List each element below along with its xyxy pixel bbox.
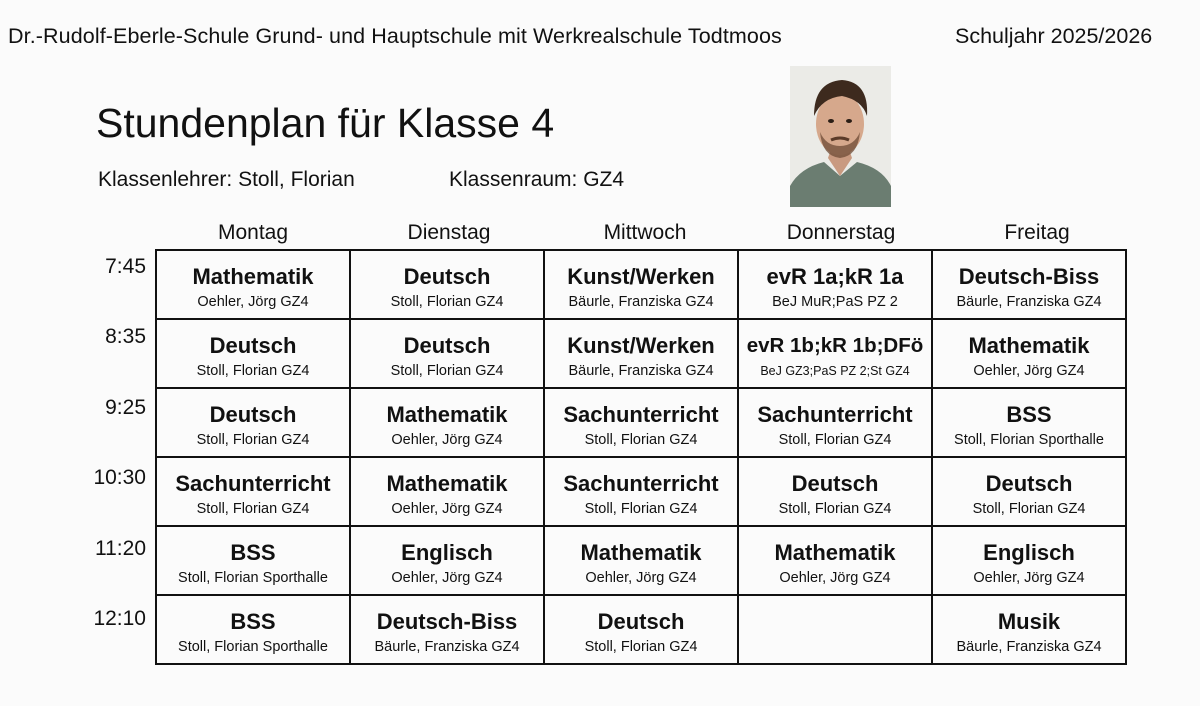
timetable-row xyxy=(156,319,1126,388)
timetable-row xyxy=(156,526,1126,595)
lesson-cell xyxy=(544,388,738,457)
lesson-teacher-room: Stoll, Florian GZ4 xyxy=(196,501,310,517)
lesson-teacher-room: Stoll, Florian GZ4 xyxy=(584,501,698,517)
lesson-teacher-room: Bäurle, Franziska GZ4 xyxy=(568,294,714,310)
timetable-grid xyxy=(155,249,1127,665)
day-header-montag: Montag xyxy=(217,221,289,244)
lesson-teacher-room: Stoll, Florian GZ4 xyxy=(778,432,892,448)
lesson-teacher-room: Bäurle, Franziska GZ4 xyxy=(956,639,1102,655)
lesson-cell xyxy=(350,250,544,319)
lesson-cell xyxy=(544,526,738,595)
lesson-cell xyxy=(350,595,544,664)
lesson-subject: Deutsch xyxy=(403,264,491,289)
lesson-cell xyxy=(156,595,350,664)
time-label-4: 10:30 xyxy=(93,466,146,489)
lesson-subject: Deutsch-Biss xyxy=(958,264,1100,289)
lesson-teacher-room: Oehler, Jörg GZ4 xyxy=(391,432,503,448)
lesson-cell xyxy=(156,319,350,388)
lesson-teacher-room: Oehler, Jörg GZ4 xyxy=(391,501,503,517)
lesson-subject: Kunst/Werken xyxy=(567,264,715,289)
lesson-cell xyxy=(156,526,350,595)
lesson-subject: Mathematik xyxy=(580,540,702,565)
lesson-subject: Deutsch xyxy=(209,333,297,358)
lesson-cell xyxy=(156,457,350,526)
lesson-subject: Deutsch xyxy=(209,402,297,427)
lesson-subject: Deutsch xyxy=(791,471,879,496)
day-header-donnerstag: Donnerstag xyxy=(786,221,896,244)
timetable-row xyxy=(156,388,1126,457)
lesson-subject: Deutsch xyxy=(597,609,685,634)
lesson-cell xyxy=(932,457,1126,526)
lesson-subject: Mathematik xyxy=(774,540,896,565)
teacher-photo xyxy=(790,66,891,207)
lesson-subject: BSS xyxy=(1006,402,1052,427)
lesson-subject: Sachunterricht xyxy=(563,402,719,427)
lesson-cell xyxy=(544,457,738,526)
lesson-cell xyxy=(738,319,932,388)
lesson-teacher-room: Stoll, Florian Sporthalle xyxy=(178,570,328,586)
lesson-cell xyxy=(350,319,544,388)
lesson-teacher-room: Oehler, Jörg GZ4 xyxy=(197,294,309,310)
lesson-cell xyxy=(738,526,932,595)
time-label-5: 11:20 xyxy=(95,537,146,560)
lesson-teacher-room: Stoll, Florian GZ4 xyxy=(972,501,1086,517)
page-title: Stundenplan für Klasse 4 xyxy=(96,100,555,146)
lesson-subject: BSS xyxy=(230,540,276,565)
lesson-subject: Englisch xyxy=(983,540,1075,565)
lesson-teacher-room: Stoll, Florian GZ4 xyxy=(584,639,698,655)
lesson-subject: Mathematik xyxy=(386,402,508,427)
lesson-cell xyxy=(544,319,738,388)
lesson-cell-empty xyxy=(738,595,932,664)
lesson-cell xyxy=(738,250,932,319)
timetable-row xyxy=(156,457,1126,526)
lesson-subject: Sachunterricht xyxy=(563,471,719,496)
day-header-freitag: Freitag xyxy=(1004,221,1070,244)
lesson-subject: Kunst/Werken xyxy=(567,333,715,358)
lesson-subject: Mathematik xyxy=(192,264,314,289)
time-label-6: 12:10 xyxy=(93,607,146,630)
lesson-teacher-room: Oehler, Jörg GZ4 xyxy=(973,363,1085,379)
lesson-teacher-room: Stoll, Florian Sporthalle xyxy=(954,432,1104,448)
timetable-row xyxy=(156,595,1126,664)
lesson-cell xyxy=(932,526,1126,595)
lesson-subject: Deutsch xyxy=(985,471,1073,496)
lesson-subject: Sachunterricht xyxy=(757,402,913,427)
lesson-cell xyxy=(738,457,932,526)
lesson-teacher-room: Stoll, Florian GZ4 xyxy=(778,501,892,517)
lesson-cell xyxy=(544,250,738,319)
lesson-cell xyxy=(156,388,350,457)
lesson-subject: evR 1a;kR 1a xyxy=(766,264,904,289)
lesson-subject: Englisch xyxy=(401,540,493,565)
timetable-row xyxy=(156,250,1126,319)
school-year: Schuljahr 2025/2026 xyxy=(955,24,1153,48)
class-room: Klassenraum: GZ4 xyxy=(449,168,625,191)
lesson-teacher-room: Oehler, Jörg GZ4 xyxy=(779,570,891,586)
day-header-mittwoch: Mittwoch xyxy=(603,221,687,244)
lesson-subject: BSS xyxy=(230,609,276,634)
lesson-teacher-room: Stoll, Florian Sporthalle xyxy=(178,639,328,655)
lesson-teacher-room: Stoll, Florian GZ4 xyxy=(390,294,504,310)
lesson-subject: Deutsch xyxy=(403,333,491,358)
school-name: Dr.-Rudolf-Eberle-Schule Grund- und Hauptschule mit Werkrealschule Todtmoos xyxy=(8,24,782,48)
lesson-cell xyxy=(350,388,544,457)
lesson-cell xyxy=(350,526,544,595)
lesson-cell xyxy=(156,250,350,319)
lesson-cell xyxy=(350,457,544,526)
lesson-cell xyxy=(544,595,738,664)
lesson-cell xyxy=(738,388,932,457)
lesson-teacher-room: Bäurle, Franziska GZ4 xyxy=(568,363,714,379)
lesson-subject: Mathematik xyxy=(968,333,1090,358)
lesson-cell xyxy=(932,250,1126,319)
lesson-teacher-room: Stoll, Florian GZ4 xyxy=(584,432,698,448)
lesson-teacher-room: BeJ MuR;PaS PZ 2 xyxy=(772,294,898,310)
lesson-subject: evR 1b;kR 1b;DFö xyxy=(746,334,924,357)
lesson-subject: Mathematik xyxy=(386,471,508,496)
lesson-teacher-room: Stoll, Florian GZ4 xyxy=(196,432,310,448)
day-header-dienstag: Dienstag xyxy=(407,221,491,244)
class-teacher: Klassenlehrer: Stoll, Florian xyxy=(98,168,355,191)
lesson-teacher-room: Oehler, Jörg GZ4 xyxy=(973,570,1085,586)
lesson-cell xyxy=(932,595,1126,664)
lesson-teacher-room: Bäurle, Franziska GZ4 xyxy=(374,639,520,655)
lesson-teacher-room: Oehler, Jörg GZ4 xyxy=(585,570,697,586)
lesson-teacher-room: Bäurle, Franziska GZ4 xyxy=(956,294,1102,310)
lesson-teacher-room: BeJ GZ3;PaS PZ 2;St GZ4 xyxy=(760,364,910,378)
lesson-subject: Sachunterricht xyxy=(175,471,331,496)
lesson-subject: Musik xyxy=(997,609,1061,634)
time-label-1: 7:45 xyxy=(105,255,146,278)
lesson-cell xyxy=(932,319,1126,388)
lesson-subject: Deutsch-Biss xyxy=(376,609,518,634)
lesson-cell xyxy=(932,388,1126,457)
time-label-2: 8:35 xyxy=(105,325,146,348)
time-label-3: 9:25 xyxy=(105,396,146,419)
lesson-teacher-room: Stoll, Florian GZ4 xyxy=(196,363,310,379)
lesson-teacher-room: Oehler, Jörg GZ4 xyxy=(391,570,503,586)
lesson-teacher-room: Stoll, Florian GZ4 xyxy=(390,363,504,379)
